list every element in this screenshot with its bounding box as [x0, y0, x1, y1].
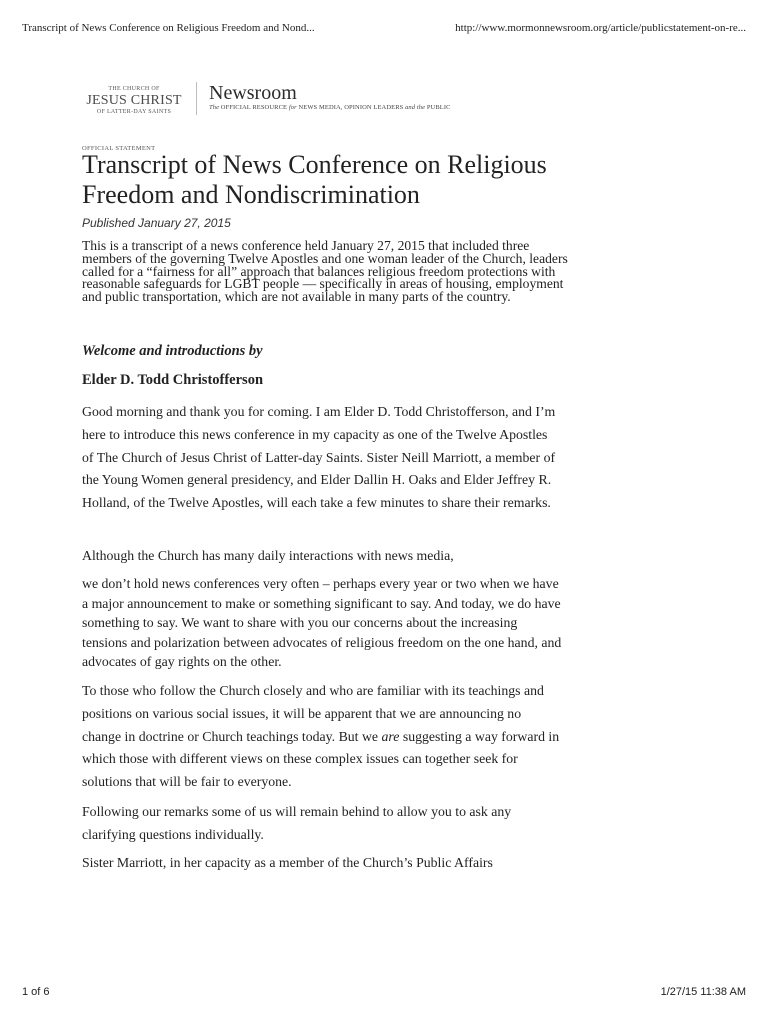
- speaker-name: Elder D. Todd Christofferson: [82, 372, 264, 388]
- newsroom-title[interactable]: Newsroom: [209, 82, 297, 104]
- church-logo[interactable]: THE CHURCH OF JESUS CHRIST OF LATTER-DAY SAINTS: [82, 82, 197, 115]
- page-url[interactable]: http://www.mormonnewsroom.org/article/publicstatement-on-re...: [455, 22, 746, 34]
- newsroom-title-block: [209, 82, 451, 115]
- page-count: 1 of 6: [22, 986, 50, 998]
- page-title: Transcript of News Conference on Religious Freedom and Nond...: [22, 22, 315, 34]
- print-footer: [22, 986, 746, 998]
- paragraph-1: Good morning and thank you for coming. I am Elder D. Todd Christofferson, and I’m here to introduce this news conference in my capacity as one of the Twelve Apostles of The Church of Jesus Christ of Latter-day Saints. Sister Neill Marriott, a member of the Young Women general presidency, and Elder Dallin H. Oaks and Elder Jeffrey R. Holland, of the Twelve Apostles, will each take a few minutes to share their remarks.: [82, 404, 556, 511]
- newsroom-tagline: The OFFICIAL RESOURCE for NEWS MEDIA, OPINION LEADERS and the PUBLIC: [209, 104, 451, 111]
- article-title: Transcript of News Conference on Religious Freedom and Nondiscrimination: [82, 150, 547, 209]
- print-timestamp: 1/27/15 11:38 AM: [660, 986, 746, 998]
- print-header: [22, 22, 746, 34]
- article-lead: This is a transcript of a news conference held January 27, 2015 that included three members of the governing Twelve Apostles and one woman leader of the Church, leaders called for a “fairness for all” approach that balances religious freedom protections with reasonable safeguards for LGBT people — specifically in areas of housing, employment and public transportation, which are not available in many parts of the country.: [82, 238, 568, 305]
- section-heading: Welcome and introductions by: [82, 343, 263, 359]
- paragraph-4: To those who follow the Church closely and who are familiar with its teachings and positions on various social issues, it will be apparent that we are announcing no change in doctrine or Church teachings today. But we are suggesting a way forward in which those with different views on these complex issues can together seek for solutions that will be fair to everyone.: [82, 683, 560, 790]
- paragraph-2: Although the Church has many daily interactions with news media,: [82, 548, 454, 563]
- paragraph-5: Following our remarks some of us will remain behind to allow you to ask any clarifying questions individually.: [82, 804, 512, 842]
- paragraph-6: Sister Marriott, in her capacity as a member of the Church’s Public Affairs: [82, 855, 493, 870]
- newsroom-brand[interactable]: [82, 82, 451, 115]
- emphasis-are: are: [381, 728, 400, 744]
- published-date: Published January 27, 2015: [82, 216, 231, 230]
- paragraph-3: we don’t hold news conferences very often – perhaps every year or two when we have a major announcement to make or something significant to say. And today, we do have something to say. We want to share with you our concerns about the increasing tensions and polarization between advocates of religious freedom on the one hand, and advocates of gay rights on the other.: [82, 576, 562, 670]
- article-category: OFFICIAL STATEMENT: [82, 145, 156, 152]
